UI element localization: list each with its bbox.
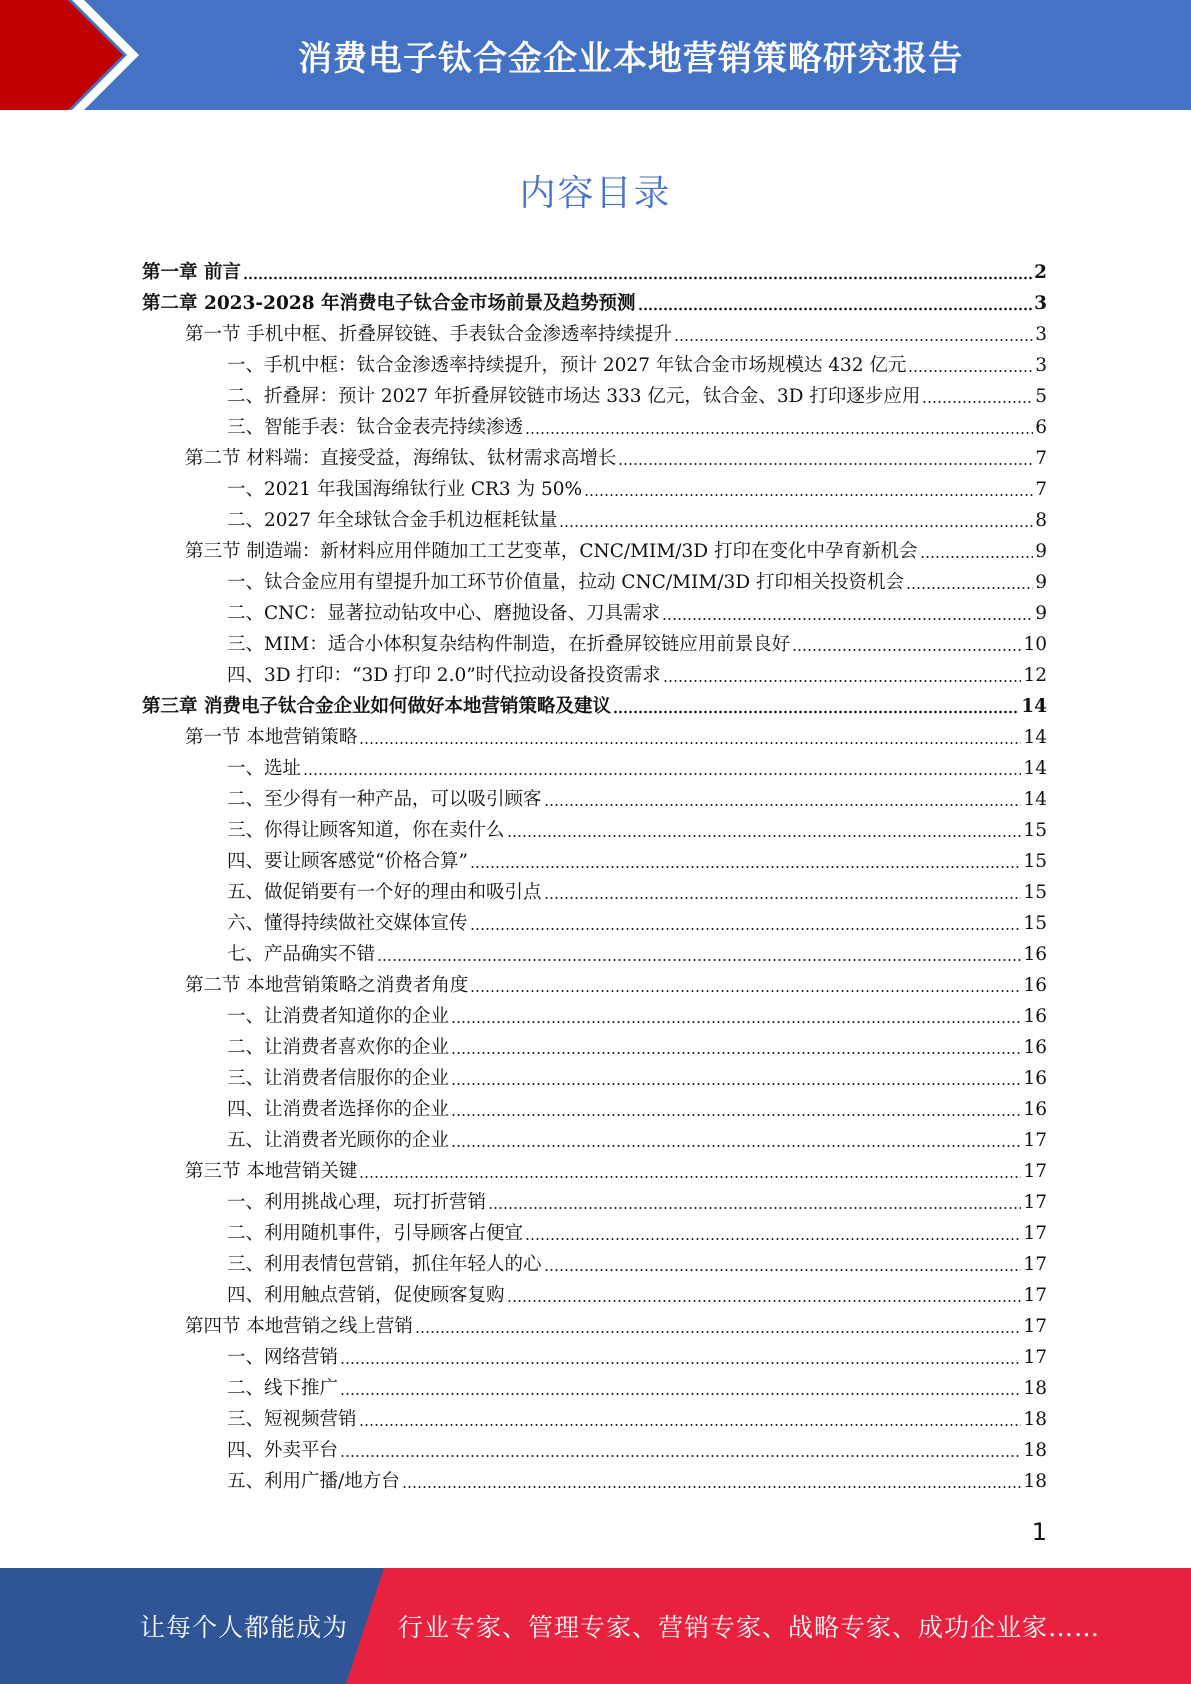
dot-leader [470,865,1022,869]
toc-entry-label: 七、产品确实不错 [227,944,376,965]
footer-banner [0,1568,1191,1684]
toc-entry-label: 一、手机中框：钛合金渗透率持续提升，预计 2027 年钛合金市场规模达 432 亿元 [227,355,907,376]
toc-entry-label: 二、CNC：显著拉动钻攻中心、磨抛设备、刀具需求 [227,603,660,624]
toc-entry[interactable] [185,1154,1047,1185]
dot-leader [544,803,1022,807]
toc-entry-page: 15 [1023,913,1047,934]
toc-entry[interactable] [227,348,1047,379]
toc-entry-page: 7 [1035,479,1047,500]
toc-entry-page: 14 [1021,696,1047,717]
toc-entry[interactable] [227,1185,1047,1216]
dot-leader [359,741,1021,745]
toc-entry[interactable] [185,720,1047,751]
dot-leader [525,431,1033,435]
toc-entry-label: 一、利用挑战心理，玩打折营销 [227,1192,487,1213]
toc-entry-label: 第二节 材料端：直接受益，海绵钛、钛材需求高增长 [185,448,617,469]
toc-entry-page: 5 [1035,386,1047,407]
dot-leader [451,1051,1021,1055]
dot-leader [402,1485,1022,1489]
dot-leader [908,369,1033,373]
dot-leader [584,493,1033,497]
toc-entry-page: 15 [1023,882,1047,903]
toc-entry[interactable] [227,658,1047,689]
toc-entry-page: 7 [1035,448,1047,469]
toc-entry[interactable] [227,999,1047,1030]
toc-entry-page: 12 [1023,665,1047,686]
toc-entry-label: 三、MIM：适合小体积复杂结构件制造，在折叠屏铰链应用前景良好 [227,634,791,655]
toc-entry[interactable] [227,813,1047,844]
toc-entry-page: 17 [1023,1130,1047,1151]
toc-entry-label: 二、折叠屏：预计 2027 年折叠屏铰链市场达 333 亿元，钛合金、3D 打印逐步应用 [227,386,921,407]
toc-entry-page: 17 [1023,1254,1047,1275]
toc-entry-page: 17 [1023,1192,1047,1213]
toc-entry[interactable] [227,1247,1047,1278]
dot-leader [544,1268,1022,1272]
toc-entry[interactable] [185,1309,1047,1340]
dot-leader [451,1082,1021,1086]
dot-leader [243,276,1032,280]
dot-leader [662,617,1033,621]
toc-entry[interactable] [227,1340,1047,1371]
toc-entry-label: 一、选址 [227,758,302,779]
toc-entry-page: 16 [1023,1068,1047,1089]
toc-entry-page: 18 [1023,1471,1047,1492]
toc-entry[interactable] [227,565,1047,596]
toc-entry-page: 15 [1023,851,1047,872]
toc-entry-page: 16 [1023,944,1047,965]
toc-entry-page: 16 [1023,975,1047,996]
toc-entry[interactable] [227,379,1047,410]
toc-heading: 内容目录 [519,173,672,214]
dot-leader [303,772,1021,776]
toc-entry-label: 一、让消费者知道你的企业 [227,1006,450,1027]
toc-entry-page: 17 [1023,1347,1047,1368]
dot-leader [470,989,1021,993]
toc-entry[interactable] [185,968,1047,999]
toc-entry[interactable] [227,1061,1047,1092]
toc-entry[interactable] [185,441,1047,472]
report-title: 消费电子钛合金企业本地营销策略研究报告 [298,38,963,79]
toc-entry-page: 3 [1035,324,1047,345]
toc-entry[interactable] [227,1278,1047,1309]
toc-entry[interactable] [227,782,1047,813]
toc-entry[interactable] [227,1092,1047,1123]
toc-entry-label: 二、线下推广 [227,1378,339,1399]
toc-entry-label: 四、3D 打印：“3D 打印 2.0”时代拉动设备投资需求 [227,665,661,686]
toc-entry-page: 3 [1034,293,1047,314]
toc-entry-label: 第二节 本地营销策略之消费者角度 [185,975,469,996]
toc-entry-page: 14 [1023,789,1047,810]
toc-entry-page: 17 [1023,1316,1047,1337]
toc-entry-page: 9 [1035,603,1047,624]
toc-entry-page: 10 [1023,634,1047,655]
dot-leader [507,1299,1022,1303]
dot-leader [377,958,1021,962]
dot-leader [415,1330,1022,1334]
toc-entry-label: 一、网络营销 [227,1347,339,1368]
dot-leader [359,1175,1021,1179]
toc-entry[interactable] [227,1216,1047,1247]
toc-entry-page: 17 [1023,1223,1047,1244]
dot-leader [618,462,1033,466]
toc-entry-page: 9 [1035,541,1047,562]
toc-entry[interactable] [227,627,1047,658]
toc-entry[interactable] [227,503,1047,534]
toc-entry-page: 9 [1035,572,1047,593]
toc-entry-label: 一、钛合金应用有望提升加工环节价值量，拉动 CNC/MIM/3D 打印相关投资机会 [227,572,905,593]
toc-entry-page: 14 [1023,758,1047,779]
toc-entry[interactable] [227,1402,1047,1433]
toc-entry-page: 6 [1035,417,1047,438]
toc-entry-page: 18 [1023,1440,1047,1461]
dot-leader [470,927,1022,931]
dot-leader [488,1206,1021,1210]
toc-entry-page: 16 [1023,1006,1047,1027]
footer-slogan-left: 让每个人都能成为 [140,1613,349,1642]
toc-entry-page: 16 [1023,1037,1047,1058]
toc-entry-label: 第一节 本地营销策略 [185,727,358,748]
toc-entry-label: 四、要让顾客感觉“价格合算” [227,851,468,872]
chevron-arrow-icon [0,0,160,110]
dot-leader [451,1144,1021,1148]
toc-entry-label: 五、让消费者光顾你的企业 [227,1130,450,1151]
toc-entry[interactable] [227,1433,1047,1464]
dot-leader [451,1113,1021,1117]
toc-entry-label: 五、利用广播/地方台 [227,1471,400,1492]
toc-entry[interactable] [142,689,1047,720]
toc-entry[interactable] [227,472,1047,503]
dot-leader [340,1361,1021,1365]
dot-leader [906,586,1033,590]
dot-leader [340,1454,1021,1458]
dot-leader [507,834,1022,838]
toc-entry-page: 17 [1023,1161,1047,1182]
dot-leader [920,555,1034,559]
toc-entry-label: 第一节 手机中框、折叠屏铰链、手表钛合金渗透率持续提升 [185,324,672,345]
toc-entry-label: 二、利用随机事件，引导顾客占便宜 [227,1223,524,1244]
dot-leader [792,648,1021,652]
toc-entry-label: 三、让消费者信服你的企业 [227,1068,450,1089]
dot-leader [359,1423,1022,1427]
dot-leader [544,896,1022,900]
toc-entry[interactable] [227,596,1047,627]
toc-entry[interactable] [142,255,1047,286]
toc-entry-label: 第一章 前言 [142,262,241,283]
toc-entry-label: 一、2021 年我国海绵钛行业 CR3 为 50% [227,479,583,500]
toc-entry[interactable] [142,286,1047,317]
toc-entry-page: 2 [1034,262,1047,283]
toc-entry-page: 18 [1023,1409,1047,1430]
toc-entry-label: 四、利用触点营销，促使顾客复购 [227,1285,505,1306]
dot-leader [638,307,1033,311]
toc-entry[interactable] [227,751,1047,782]
dot-leader [613,710,1019,714]
toc-entry-label: 第三章 消费电子钛合金企业如何做好本地营销策略及建议 [142,696,611,717]
toc-entry-page: 14 [1023,727,1047,748]
toc-entry-label: 二、至少得有一种产品，可以吸引顾客 [227,789,542,810]
toc-entry-label: 四、外卖平台 [227,1440,339,1461]
dot-leader [340,1392,1021,1396]
page-number: 1 [1031,1518,1047,1546]
dot-leader [674,338,1033,342]
toc-entry[interactable] [227,1030,1047,1061]
toc-entry-label: 四、让消费者选择你的企业 [227,1099,450,1120]
footer-slogan-right: 行业专家、管理专家、营销专家、战略专家、成功企业家…… [398,1613,1101,1642]
toc-entry[interactable] [227,875,1047,906]
toc-entry-label: 二、2027 年全球钛合金手机边框耗钛量 [227,510,558,531]
dot-leader [663,679,1022,683]
toc-entry-label: 二、让消费者喜欢你的企业 [227,1037,450,1058]
report-header [0,0,1191,110]
toc-entry-label: 三、智能手表：钛合金表壳持续渗透 [227,417,524,438]
toc-entry-label: 三、你得让顾客知道，你在卖什么 [227,820,505,841]
toc-entry[interactable] [227,844,1047,875]
toc-entry[interactable] [227,906,1047,937]
toc-entry[interactable] [185,534,1047,565]
toc-entry-label: 五、做促销要有一个好的理由和吸引点 [227,882,542,903]
toc-entry[interactable] [185,317,1047,348]
toc-entry[interactable] [227,937,1047,968]
toc-entry-page: 8 [1035,510,1047,531]
dot-leader [525,1237,1021,1241]
toc-entry-page: 18 [1023,1378,1047,1399]
toc-entry-page: 3 [1035,355,1047,376]
toc-entry-label: 第二章 2023-2028 年消费电子钛合金市场前景及趋势预测 [142,293,636,314]
dot-leader [922,400,1033,404]
toc-entry-label: 第三节 制造端：新材料应用伴随加工工艺变革，CNC/MIM/3D 打印在变化中孕育新机会 [185,541,918,562]
toc-entry[interactable] [227,1123,1047,1154]
toc-entry-label: 三、短视频营销 [227,1409,357,1430]
toc-entry[interactable] [227,1371,1047,1402]
toc-entry[interactable] [227,1464,1047,1495]
toc-entry-page: 16 [1023,1099,1047,1120]
toc-entry-label: 第三节 本地营销关键 [185,1161,358,1182]
toc-entry[interactable] [227,410,1047,441]
toc-entry-page: 15 [1023,820,1047,841]
dot-leader [451,1020,1021,1024]
toc-entry-label: 三、利用表情包营销，抓住年轻人的心 [227,1254,542,1275]
toc-entry-label: 第四节 本地营销之线上营销 [185,1316,413,1337]
dot-leader [559,524,1033,528]
toc-entry-page: 17 [1023,1285,1047,1306]
toc-entry-label: 六、懂得持续做社交媒体宣传 [227,913,468,934]
